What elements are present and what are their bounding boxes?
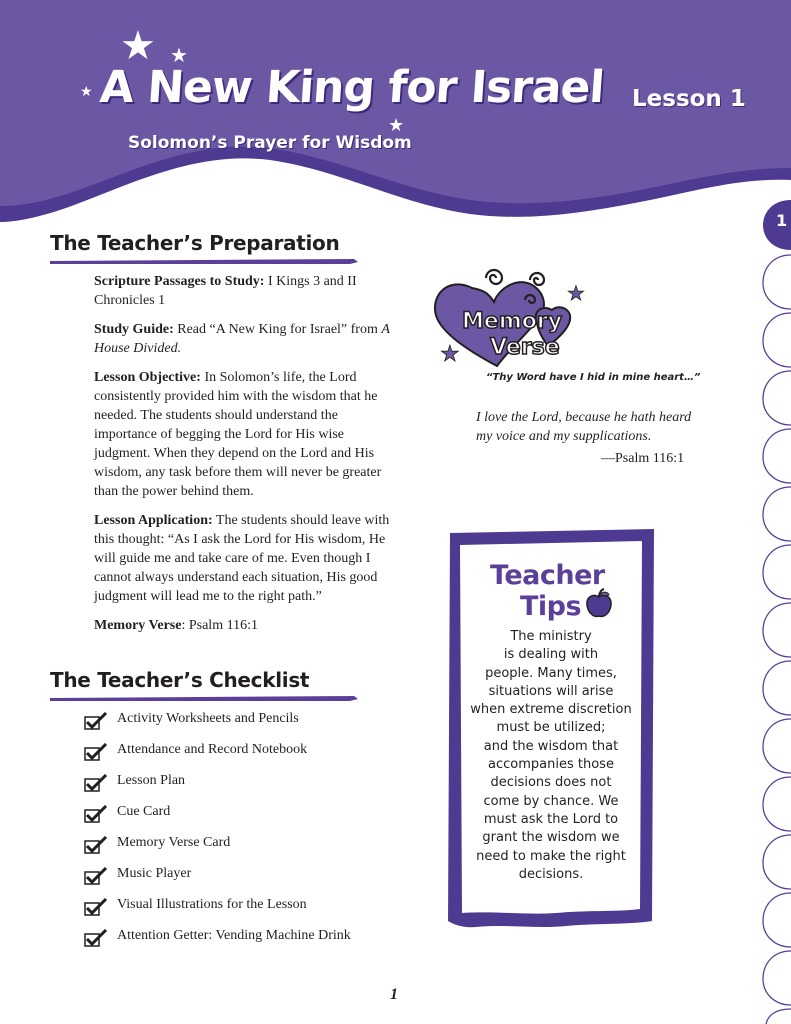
checkmark-icon	[84, 836, 108, 854]
lesson-label: Lesson 1	[632, 86, 746, 112]
lesson-objective: Lesson Objective: In Solomon’s life, the Lord consistently provided him with the wisdom that he needed. The students should understand the importance of begging the Lord for His wise judgment. When they depend on the Lord and His wisdom, any task before them will never be greater than the power behind them.	[94, 370, 382, 499]
page-number: 1	[390, 986, 398, 1003]
checkmark-icon	[84, 743, 108, 761]
svg-text:Verse: Verse	[490, 335, 560, 360]
memory-verse-reference: —Psalm 116:1	[601, 451, 685, 466]
checklist-item: Memory Verse Card	[84, 835, 351, 866]
svg-text:Memory: Memory	[462, 309, 563, 334]
star-icon: ★	[80, 85, 93, 100]
heading-underline	[50, 257, 358, 266]
svg-text:★: ★	[440, 342, 460, 367]
memory-verse-ref: Memory Verse: Psalm 116:1	[94, 618, 258, 633]
preparation-heading: The Teacher’s Preparation	[50, 231, 340, 255]
memory-verse-tagline: “Thy Word have I hid in mine heart…”	[486, 372, 701, 383]
side-scallop-border	[760, 195, 791, 1024]
study-guide: Study Guide: Read “A New King for Israel” from A House Divided.	[94, 322, 390, 356]
checklist-item: Lesson Plan	[84, 773, 351, 804]
checklist	[84, 711, 351, 959]
lesson-application: Lesson Application: The students should leave with this thought: “As I ask the Lord for His wisdom, He will guide me and take care of me. Even though I cannot always understand each situation, His good judgment will lead me to the right path.”	[94, 513, 390, 604]
checkmark-icon	[84, 774, 108, 792]
apple-icon	[583, 588, 615, 620]
checklist-item: Cue Card	[84, 804, 351, 835]
checkmark-icon	[84, 867, 108, 885]
checkmark-icon	[84, 805, 108, 823]
star-icon: ★	[120, 23, 156, 68]
checkmark-icon	[84, 712, 108, 730]
teacher-tips-text: The ministry is dealing with people. Many times, situations will arise when extreme discretion must be utilized; and the wisdom that accompanies those decisions does not come by chance. We must ask the Lord to grant the wisdom we need to make the right decisions.	[470, 629, 632, 882]
page-title: A New King for Israel	[98, 62, 606, 113]
teacher-tips-title: Teacher	[490, 560, 605, 591]
checklist-item: Visual Illustrations for the Lesson	[84, 897, 351, 928]
side-tab-number: 1	[776, 211, 788, 230]
checklist-item: Attention Getter: Vending Machine Drink	[84, 928, 351, 959]
page-subtitle: Solomon’s Prayer for Wisdom	[128, 133, 412, 153]
checkmark-icon	[84, 929, 108, 947]
teacher-tips-title: Tips	[520, 591, 582, 622]
scripture-passages: Scripture Passages to Study: I Kings 3 and II Chronicles 1	[94, 274, 357, 308]
svg-text:★: ★	[567, 281, 585, 305]
memory-verse-text: I love the Lord, because he hath heard my voice and my supplications.	[476, 410, 692, 444]
preparation-section	[94, 272, 394, 645]
checkmark-icon	[84, 898, 108, 916]
checklist-item: Attendance and Record Notebook	[84, 742, 351, 773]
heading-underline	[50, 694, 358, 703]
checklist-heading: The Teacher’s Checklist	[50, 668, 310, 692]
star-icon: ★	[388, 115, 405, 135]
star-icon: ★	[170, 45, 188, 67]
checklist-item: Music Player	[84, 866, 351, 897]
checklist-item: Activity Worksheets and Pencils	[84, 711, 351, 742]
